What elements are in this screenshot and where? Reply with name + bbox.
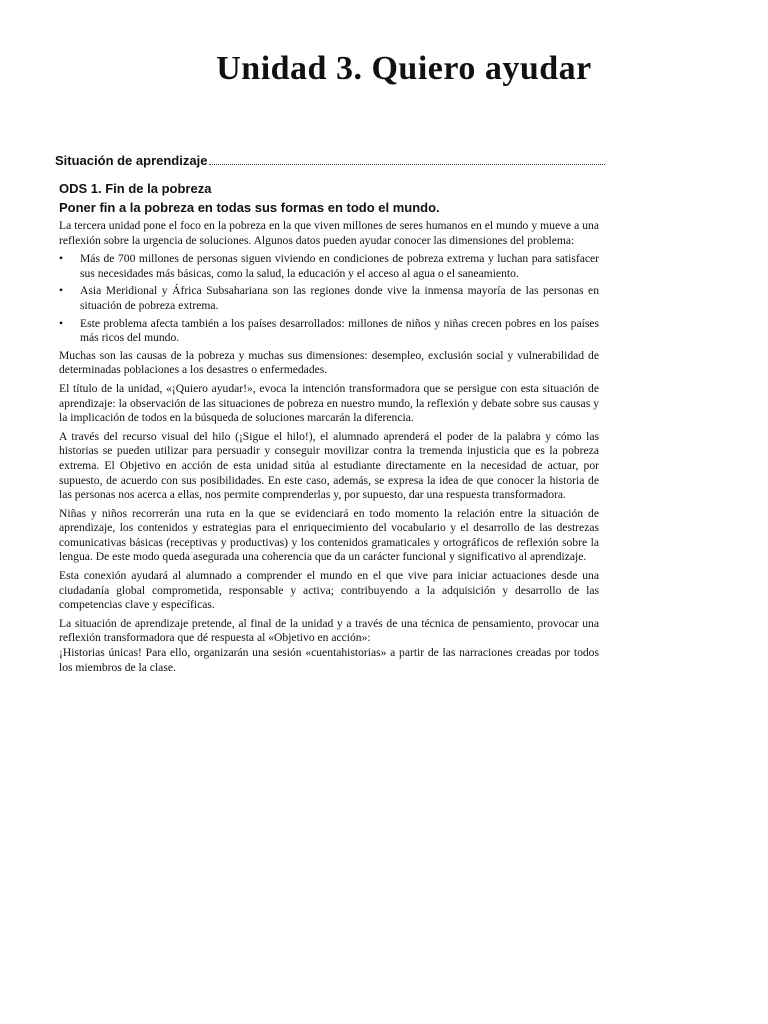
ods-title: ODS 1. Fin de la pobreza	[59, 181, 212, 196]
intro-paragraph: La tercera unidad pone el foco en la pobreza en la que viven millones de seres humanos en el mundo y mueve a una reflexión sobre la urgencia de soluciones. Algunos datos pueden ayudar conocer las dimensiones del problema:	[59, 219, 599, 247]
dotted-leader	[209, 164, 605, 165]
bullet-icon: •	[59, 284, 64, 298]
closing-paragraph: ¡Historias únicas! Para ello, organizarán una sesión «cuentahistorias» a partir de las narraciones creadas por todos los miembros de la clase.	[59, 646, 599, 674]
section-heading-label: Situación de aprendizaje	[55, 153, 208, 168]
body-paragraph: Esta conexión ayudará al alumnado a comprender el mundo en el que vive para iniciar actuaciones desde una ciudadanía global comprometida, responsable y activa; contribuyendo a la adquisición y desarrollo de las competencias clave y específicas.	[59, 569, 599, 612]
bullet-text: Asia Meridional y África Subsahariana son las regiones donde vive la inmensa mayoría de las personas en situación de pobreza extrema.	[80, 284, 599, 312]
bullet-item	[59, 317, 599, 346]
body-paragraph: El título de la unidad, «¡Quiero ayudar!», evoca la intención transformadora que se persigue con esta situación de aprendizaje: la observación de las situaciones de pobreza en nuestro mundo, la reflexión y debate sobre sus causas y la implicación de todos en la búsqueda de soluciones marcarán la diferencia.	[59, 381, 599, 425]
unit-title: Unidad 3. Quiero ayudar	[216, 50, 592, 87]
closing-paragraph: La situación de aprendizaje pretende, al final de la unidad y a través de una técnica de pensamiento, provocar una reflexión transformadora que dé respuesta al «Objetivo en acción»:	[59, 616, 599, 645]
bullet-item	[59, 284, 599, 313]
bullet-icon: •	[59, 316, 64, 330]
section-heading	[55, 152, 605, 168]
body-paragraph: A través del recurso visual del hilo (¡Sigue el hilo!), el alumnado aprenderá el poder de la palabra y cómo las historias se pueden utilizar para persuadir y conseguir movilizar contra la tremenda injusticia que es la pobreza extrema. El Objetivo en acción de esta unidad sitúa al estudiante directamente en la necesidad de actuar, por supuesto, de acuerdo con sus posibilidades. En este caso, además, se expresa la idea de que conocer la historia de las personas nos acerca a ellas, nos permite comprenderlas y, por supuesto, dar una respuesta transformadora.	[59, 429, 599, 502]
bullet-text: Más de 700 millones de personas siguen viviendo en condiciones de pobreza extrema y luchan para satisfacer sus necesidades más básicas, como la salud, la educación y el acceso al agua o el saneamiento.	[80, 252, 599, 280]
body-paragraph: Niñas y niños recorrerán una ruta en la que se evidenciará en todo momento la relación entre la situación de aprendizaje, los contenidos y estrategias para el enriquecimiento del vocabulario y el desarrollo de las destrezas comunicativas básicas (receptivas y productivas) y los contenidos gramaticales y ortográficos de reflexión sobre la lengua. De este modo queda asegurada una coherencia que da un carácter funcional y significativo al aprendizaje.	[59, 506, 599, 564]
body-paragraph: Muchas son las causas de la pobreza y muchas sus dimensiones: desempleo, exclusión social y vulnerabilidad de determinadas poblaciones a los desastres o enfermedades.	[59, 348, 599, 377]
bullet-text: Este problema afecta también a los países desarrollados: millones de niños y niñas crecen pobres en los países más ricos del mundo.	[80, 316, 599, 345]
document-body	[59, 180, 599, 679]
ods-subtitle: Poner fin a la pobreza en todas sus formas en todo el mundo.	[59, 200, 440, 215]
bullet-item	[59, 252, 599, 281]
bullet-icon: •	[59, 252, 64, 266]
bullet-list	[59, 252, 599, 346]
